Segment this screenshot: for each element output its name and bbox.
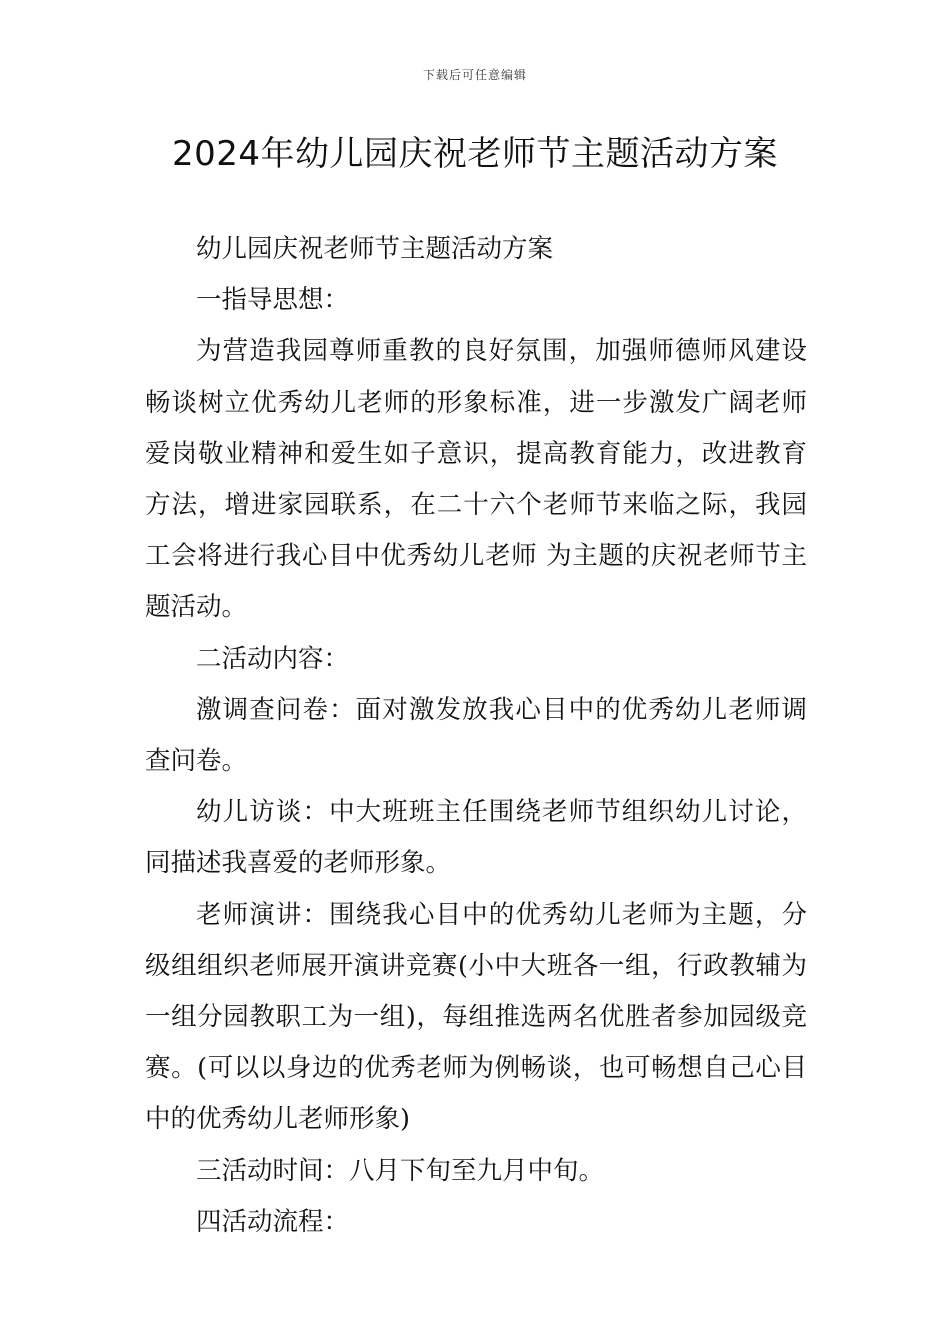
paragraph-questionnaire: 激调查问卷：面对激发放我心目中的优秀幼儿老师调查问卷。: [145, 694, 807, 777]
paragraph-child-interview: 幼儿访谈：中大班班主任围绕老师节组织幼儿讨论，同描述我喜爱的老师形象。: [145, 797, 807, 879]
document-title: 2024年幼儿园庆祝老师节主题活动方案: [171, 134, 779, 174]
header-note: 下载后可任意编辑: [422, 68, 527, 82]
paragraph-subtitle: 幼儿园庆祝老师节主题活动方案: [196, 234, 554, 264]
paragraph-guiding-ideology: 为营造我园尊师重教的良好氛围，加强师德师风建设畅谈树立优秀幼儿老师的形象标准，进一步激发广阔老师爱岗敬业精神和爱生如子意识，提高教育能力，改进教育方法，增进家园联系，在二十六个老师节来临之际，我园工会将进行我心目中优秀幼儿老师 为主题的庆祝老师节主题活动。: [145, 336, 807, 623]
paragraph-activity-time: 三活动时间：八月下旬至九月中旬。: [196, 1155, 605, 1186]
paragraph-teacher-speech: 老师演讲：围绕我心目中的优秀幼儿老师为主题，分级组组织老师展开演讲竞赛(小中大班各一组，行政教辅为一组分园教职工为一组)，每组推选两名优胜者参加园级竞赛。(可以以身边的优秀老师为例畅谈，也可畅想自己心目中的优秀幼儿老师形象): [145, 899, 807, 1135]
paragraph-section-heading: 二活动内容：: [196, 643, 350, 674]
paragraph-section-heading: 四活动流程：: [196, 1206, 350, 1237]
paragraph-section-heading: 一指导思想：: [196, 285, 350, 316]
document-body: [145, 224, 807, 1248]
